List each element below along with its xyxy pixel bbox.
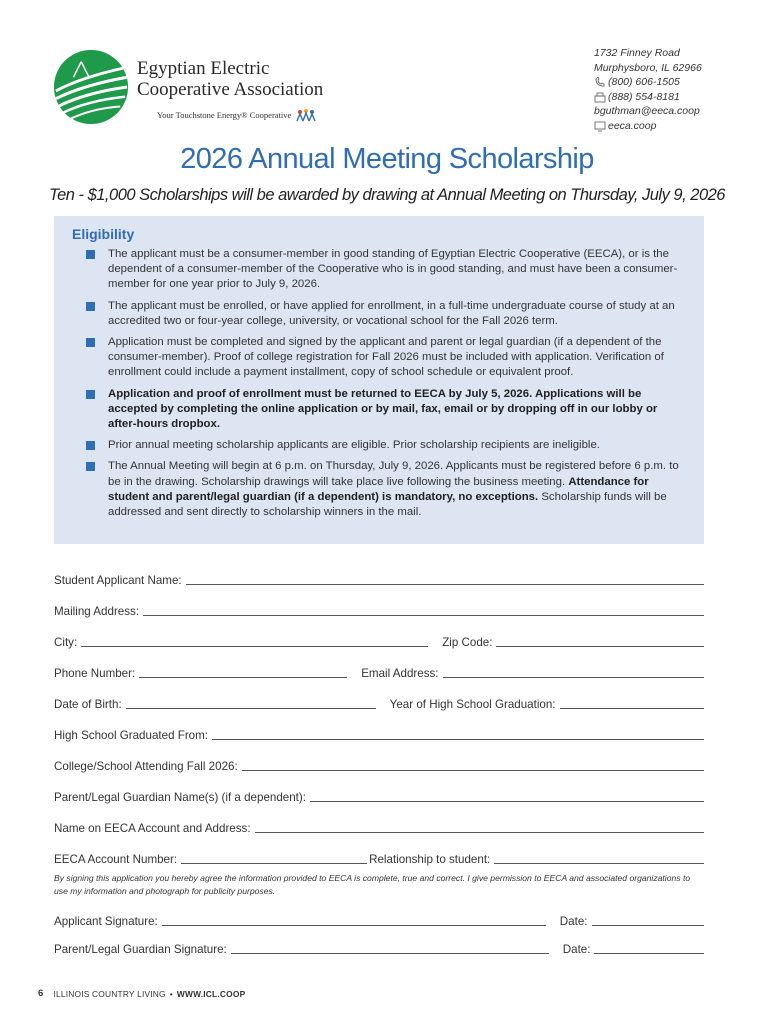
mailing-address-label: Mailing Address: (54, 605, 140, 618)
contact-website[interactable]: eeca.coop (608, 119, 657, 132)
form-row (54, 742, 704, 773)
eligibility-item (72, 459, 688, 520)
phone-number-label: Phone Number: (54, 667, 136, 680)
fax-icon (594, 92, 606, 103)
zip-code-label: Zip Code: (442, 636, 493, 649)
application-form (54, 556, 704, 866)
square-bullet-icon (86, 302, 95, 311)
form-row (54, 649, 704, 680)
date-of-birth-field[interactable] (126, 695, 376, 709)
contact-email[interactable]: bguthman@eeca.coop (594, 105, 700, 118)
student-name-field[interactable] (186, 571, 704, 585)
eligibility-item (72, 335, 688, 381)
contact-website-row (594, 119, 702, 134)
publication-url[interactable]: WWW.ICL.COOP (176, 988, 246, 999)
eligibility-item (72, 438, 688, 453)
eligibility-item (72, 247, 688, 293)
eligibility-item-text: The Annual Meeting will begin at 6 p.m. on Thursday, July 9, 2026. Applicants must be registered before 6 p.m. to be in the drawing. Scholarship drawings will take place live following the business meeting. (108, 460, 679, 488)
square-bullet-icon (86, 390, 95, 399)
square-bullet-icon (86, 462, 95, 471)
eligibility-item (72, 387, 688, 433)
eligibility-item-text: Prior annual meeting scholarship applicants are eligible. Prior scholarship recipients are ineligible. (108, 439, 600, 452)
contact-info (594, 46, 702, 134)
page-subtitle: Ten - $1,000 Scholarships will be awarded by drawing at Annual Meeting on Thursday, July 9, 2026 (49, 186, 725, 204)
graduation-year-label: Year of High School Graduation: (389, 698, 556, 711)
eligibility-heading: Eligibility (72, 226, 135, 242)
college-label: College/School Attending Fall 2026: (54, 760, 238, 773)
organization-name (137, 58, 323, 100)
form-row (54, 773, 704, 804)
phone-icon (594, 77, 606, 88)
page-footer (38, 988, 245, 999)
guardian-date-field[interactable] (594, 940, 704, 954)
form-row (54, 900, 704, 928)
email-address-label: Email Address: (361, 667, 439, 680)
contact-phone[interactable]: (800) 606-1505 (608, 76, 680, 89)
mailing-address-field[interactable] (143, 602, 704, 616)
eligibility-item-bold: Attendance for student and parent/legal guardian (if a dependent) is mandatory, no exceptions. (108, 475, 649, 503)
applicant-signature-label: Applicant Signature: (54, 915, 158, 928)
footer-separator: • (169, 988, 173, 999)
account-number-field[interactable] (181, 850, 367, 864)
page-title: 2026 Annual Meeting Scholarship (180, 143, 594, 175)
page-number: 6 (38, 988, 44, 999)
applicant-date-field[interactable] (592, 912, 705, 926)
eligibility-item-text: The applicant must be a consumer-member in good standing of Egyptian Electric Cooperative (EECA), or is the dependent of a consumer-member of the Cooperative who is in good standing, and must have been a consumer-member for one year prior to July 9, 2026. (108, 248, 678, 291)
guardian-date-label: Date: (562, 943, 591, 956)
org-name-line1: Egyptian Electric (137, 58, 270, 79)
touchstone-energy-icon (294, 108, 318, 122)
eligibility-item-text: Scholarship funds will be addressed and sent directly to scholarship winners in the mail. (108, 490, 667, 519)
square-bullet-icon (86, 250, 95, 259)
eligibility-item-text: Application and proof of enrollment must be returned to EECA by July 5, 2026. Applications will be accepted by completing the online application or by mail, fax, email or by dropping off in our lobby or after-hours dropbox. (108, 387, 658, 431)
high-school-label: High School Graduated From: (54, 729, 209, 742)
form-row (54, 928, 704, 956)
form-row (54, 587, 704, 618)
eligibility-list (72, 247, 688, 520)
contact-city: Murphysboro, IL 62966 (594, 61, 702, 74)
applicant-signature-field[interactable] (162, 912, 546, 926)
relationship-field[interactable] (494, 850, 704, 864)
date-of-birth-label: Date of Birth: (54, 698, 122, 711)
contact-phone-row (594, 75, 702, 90)
city-label: City: (54, 636, 78, 649)
contact-street: 1732 Finney Road (594, 47, 680, 59)
tagline-text: Your Touchstone Energy® Cooperative (157, 110, 292, 120)
email-address-field[interactable] (443, 664, 704, 678)
guardian-signature-label: Parent/Legal Guardian Signature: (54, 943, 227, 956)
student-name-label: Student Applicant Name: (54, 574, 182, 587)
contact-fax: (888) 554-8181 (608, 90, 680, 103)
square-bullet-icon (86, 441, 95, 450)
header (0, 0, 774, 140)
zip-code-field[interactable] (496, 633, 704, 647)
relationship-label: Relationship to student: (369, 853, 491, 866)
computer-icon (594, 121, 606, 132)
applicant-date-label: Date: (559, 915, 588, 928)
form-row (54, 804, 704, 835)
form-row (54, 711, 704, 742)
signature-section (54, 900, 704, 956)
guardian-name-field[interactable] (310, 788, 704, 802)
touchstone-tagline (157, 108, 318, 122)
form-row (54, 680, 704, 711)
phone-number-field[interactable] (139, 664, 347, 678)
consent-disclaimer: By signing this application you hereby agree the information provided to EECA is complete, true and correct. I give permission to EECA and associated organizations to use my information and photograph for publicity purposes. (54, 873, 691, 896)
college-field[interactable] (242, 757, 704, 771)
form-row (54, 835, 704, 866)
eeca-logo-icon (52, 48, 130, 126)
city-field[interactable] (81, 633, 428, 647)
guardian-name-label: Parent/Legal Guardian Name(s) (if a dependent): (54, 791, 306, 804)
eligibility-section (54, 216, 704, 544)
form-row (54, 556, 704, 587)
account-number-label: EECA Account Number: (54, 853, 178, 866)
guardian-signature-field[interactable] (231, 940, 549, 954)
publication-name: ILLINOIS COUNTRY LIVING (53, 988, 166, 999)
org-name-line2: Cooperative Association (137, 79, 324, 100)
eligibility-item-text: Application must be completed and signed by the applicant and parent or legal guardian (if a dependent of the consumer-member). Proof of college registration for Fall 2026 must be included with application. Verification of enrollment could include a payment installment, copy of school schedule or equivalent proof. (108, 336, 664, 379)
account-name-field[interactable] (255, 819, 704, 833)
high-school-field[interactable] (212, 726, 704, 740)
form-row (54, 618, 704, 649)
square-bullet-icon (86, 338, 95, 347)
eligibility-item (72, 299, 688, 329)
eligibility-item-text: The applicant must be enrolled, or have applied for enrollment, in a full-time undergraduate course of study at an accredited two or four-year college, university, or vocational school for the Fall 2026 term. (108, 299, 675, 327)
account-name-label: Name on EECA Account and Address: (54, 822, 251, 835)
graduation-year-field[interactable] (560, 695, 704, 709)
contact-fax-row (594, 90, 702, 105)
